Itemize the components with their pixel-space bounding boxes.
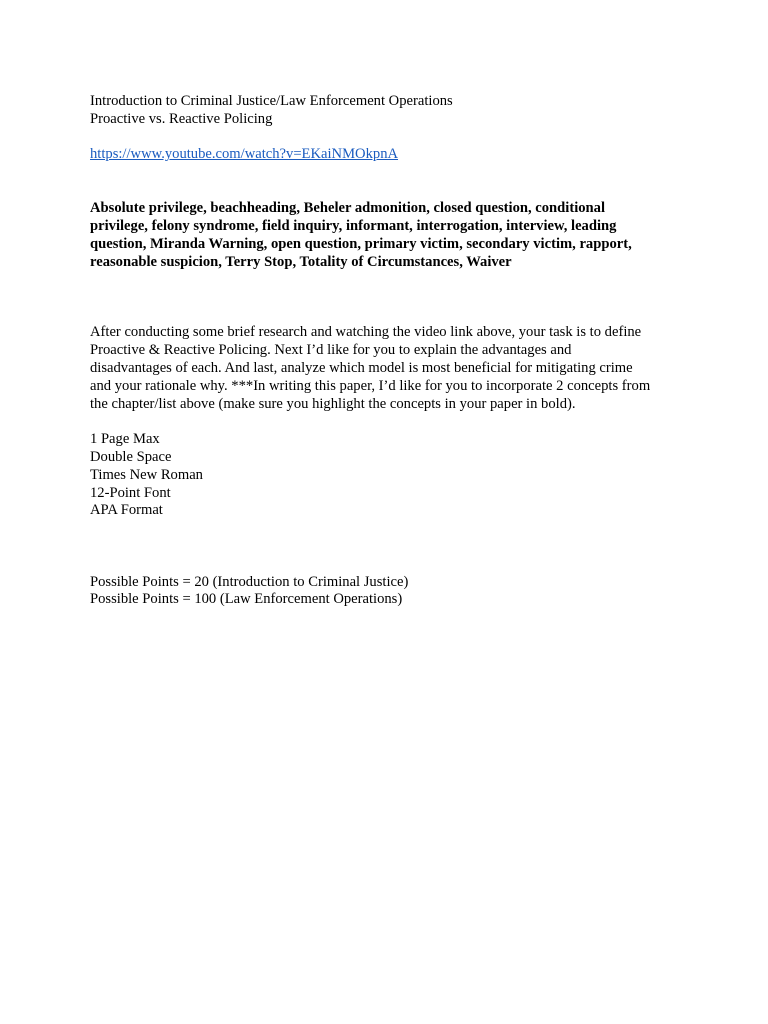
requirements-list xyxy=(90,431,680,520)
instructions-line: disadvantages of each. And last, analyze which model is most beneficial for mitigating crime xyxy=(90,359,633,376)
instructions-line: and your rationale why. ***In writing this paper, I’d like for you to incorporate 2 concepts from xyxy=(90,377,651,394)
points-line: Possible Points = 20 (Introduction to Criminal Justice) xyxy=(90,573,409,590)
points-list xyxy=(90,574,680,610)
requirement-item: 1 Page Max xyxy=(90,431,160,448)
document-body xyxy=(90,93,680,609)
topic-title: Proactive vs. Reactive Policing xyxy=(90,110,273,127)
instructions-paragraph xyxy=(90,324,680,413)
course-title: Introduction to Criminal Justice/Law Enforcement Operations xyxy=(90,93,453,109)
video-link-line xyxy=(90,146,680,164)
key-terms-list xyxy=(90,200,680,271)
key-terms-line: question, Miranda Warning, open question, primary victim, secondary victim, rapport, xyxy=(90,235,632,252)
instructions-line: After conducting some brief research and watching the video link above, your task is to define xyxy=(90,324,642,341)
instructions-line: the chapter/list above (make sure you highlight the concepts in your paper in bold). xyxy=(90,395,576,412)
key-terms-line: reasonable suspicion, Terry Stop, Totality of Circumstances, Waiver xyxy=(90,253,512,270)
points-line: Possible Points = 100 (Law Enforcement Operations) xyxy=(90,591,403,608)
key-terms-line: Absolute privilege, beachheading, Beheler admonition, closed question, conditional xyxy=(90,200,606,217)
requirement-item: 12-Point Font xyxy=(90,484,171,501)
instructions-line: Proactive & Reactive Policing. Next I’d like for you to explain the advantages and xyxy=(90,342,572,359)
requirement-item: Times New Roman xyxy=(90,466,203,483)
video-link[interactable]: https://www.youtube.com/watch?v=EKaiNMOkpnA xyxy=(90,146,399,163)
requirement-item: APA Format xyxy=(90,502,163,519)
requirement-item: Double Space xyxy=(90,448,172,465)
key-terms-line: privilege, felony syndrome, field inquiry, informant, interrogation, interview, leading xyxy=(90,217,617,234)
